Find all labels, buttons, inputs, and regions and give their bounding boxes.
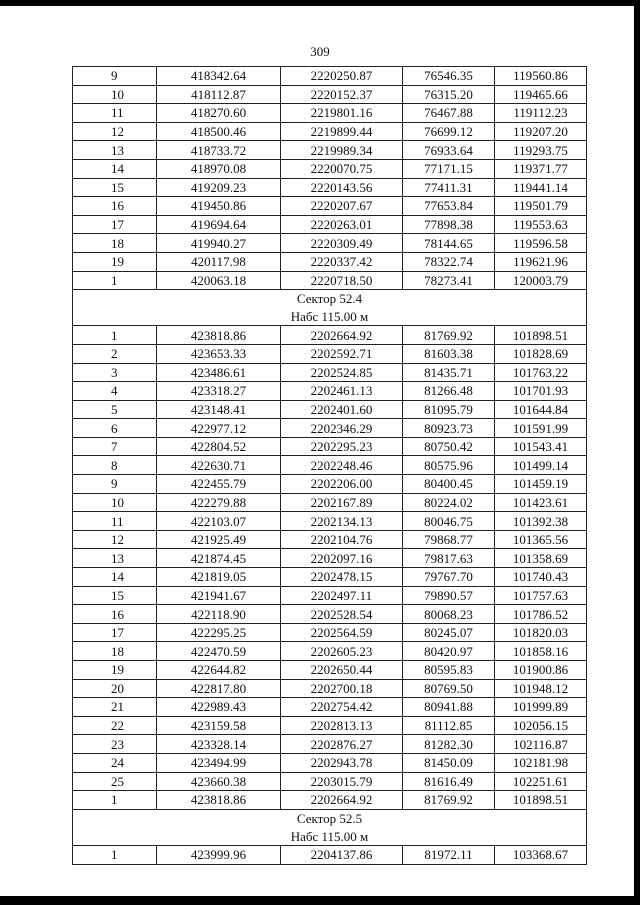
x-coordinate-cell: 422977.12: [157, 419, 281, 438]
local-y-cell: 101900.86: [495, 661, 587, 680]
coordinates-table: [72, 66, 587, 865]
y-coordinate-cell: 2202206.00: [281, 475, 403, 494]
local-y-cell: 119621.96: [495, 252, 587, 271]
x-coordinate-cell: 422989.43: [157, 698, 281, 717]
sector-header-row: [73, 290, 587, 308]
table-row: [73, 178, 587, 197]
table-row: [73, 753, 587, 772]
table-row: [73, 85, 587, 104]
point-number-cell: 8: [73, 456, 157, 475]
local-y-cell: 101499.14: [495, 456, 587, 475]
local-x-cell: 80575.96: [403, 456, 495, 475]
point-number-cell: 4: [73, 382, 157, 401]
x-coordinate-cell: 419694.64: [157, 215, 281, 234]
table-row: [73, 67, 587, 86]
local-x-cell: 81435.71: [403, 363, 495, 382]
local-y-cell: 101644.84: [495, 400, 587, 419]
point-number-cell: 14: [73, 568, 157, 587]
scan-border-bottom: [0, 896, 640, 905]
table-row: [73, 512, 587, 531]
local-x-cell: 80224.02: [403, 493, 495, 512]
y-coordinate-cell: 2202097.16: [281, 549, 403, 568]
local-y-cell: 101763.22: [495, 363, 587, 382]
point-number-cell: 9: [73, 67, 157, 86]
local-y-cell: 101828.69: [495, 344, 587, 363]
x-coordinate-cell: 422817.80: [157, 679, 281, 698]
y-coordinate-cell: 2220718.50: [281, 271, 403, 290]
y-coordinate-cell: 2204137.86: [281, 845, 403, 864]
local-x-cell: 80595.83: [403, 661, 495, 680]
y-coordinate-cell: 2202478.15: [281, 568, 403, 587]
point-number-cell: 6: [73, 419, 157, 438]
x-coordinate-cell: 418733.72: [157, 141, 281, 160]
y-coordinate-cell: 2202650.44: [281, 661, 403, 680]
point-number-cell: 15: [73, 586, 157, 605]
local-x-cell: 80750.42: [403, 437, 495, 456]
local-y-cell: 119293.75: [495, 141, 587, 160]
y-coordinate-cell: 2220250.87: [281, 67, 403, 86]
local-y-cell: 101358.69: [495, 549, 587, 568]
x-coordinate-cell: 423486.61: [157, 363, 281, 382]
local-y-cell: 119560.86: [495, 67, 587, 86]
local-y-cell: 119371.77: [495, 159, 587, 178]
y-coordinate-cell: 2202524.85: [281, 363, 403, 382]
x-coordinate-cell: 422470.59: [157, 642, 281, 661]
table-row: [73, 437, 587, 456]
y-coordinate-cell: 2202346.29: [281, 419, 403, 438]
table-row: [73, 104, 587, 123]
point-number-cell: 22: [73, 716, 157, 735]
point-number-cell: 1: [73, 791, 157, 810]
sector-title: Сектор 52.4: [73, 290, 587, 308]
y-coordinate-cell: 2202461.13: [281, 382, 403, 401]
local-y-cell: 102056.15: [495, 716, 587, 735]
point-number-cell: 9: [73, 475, 157, 494]
point-number-cell: 16: [73, 197, 157, 216]
table-row: [73, 234, 587, 253]
y-coordinate-cell: 2202664.92: [281, 791, 403, 810]
x-coordinate-cell: 418500.46: [157, 122, 281, 141]
local-y-cell: 101820.03: [495, 623, 587, 642]
local-x-cell: 80245.07: [403, 623, 495, 642]
sector-title: Сектор 52.5: [73, 809, 587, 827]
point-number-cell: 11: [73, 512, 157, 531]
point-number-cell: 12: [73, 122, 157, 141]
table-row: [73, 122, 587, 141]
local-x-cell: 81282.30: [403, 735, 495, 754]
x-coordinate-cell: 422118.90: [157, 605, 281, 624]
coordinates-table-body: [73, 67, 587, 865]
point-number-cell: 19: [73, 252, 157, 271]
table-row: [73, 475, 587, 494]
table-row: [73, 549, 587, 568]
local-y-cell: 102116.87: [495, 735, 587, 754]
x-coordinate-cell: 421819.05: [157, 568, 281, 587]
local-x-cell: 81266.48: [403, 382, 495, 401]
local-x-cell: 76467.88: [403, 104, 495, 123]
local-y-cell: 101459.19: [495, 475, 587, 494]
scan-border-right: [634, 0, 640, 905]
y-coordinate-cell: 2202754.42: [281, 698, 403, 717]
local-x-cell: 77898.38: [403, 215, 495, 234]
x-coordinate-cell: 421925.49: [157, 530, 281, 549]
local-x-cell: 78322.74: [403, 252, 495, 271]
table-row: [73, 382, 587, 401]
y-coordinate-cell: 2202700.18: [281, 679, 403, 698]
y-coordinate-cell: 2219989.34: [281, 141, 403, 160]
local-y-cell: 101423.61: [495, 493, 587, 512]
local-y-cell: 101365.56: [495, 530, 587, 549]
table-row: [73, 735, 587, 754]
x-coordinate-cell: 423148.41: [157, 400, 281, 419]
table-row: [73, 845, 587, 864]
page-number: 309: [310, 44, 330, 59]
x-coordinate-cell: 422644.82: [157, 661, 281, 680]
local-y-cell: 119553.63: [495, 215, 587, 234]
x-coordinate-cell: 423999.96: [157, 845, 281, 864]
local-y-cell: 101999.89: [495, 698, 587, 717]
point-number-cell: 18: [73, 234, 157, 253]
x-coordinate-cell: 418342.64: [157, 67, 281, 86]
x-coordinate-cell: 423494.99: [157, 753, 281, 772]
x-coordinate-cell: 423653.33: [157, 344, 281, 363]
local-x-cell: 81616.49: [403, 772, 495, 791]
table-row: [73, 568, 587, 587]
x-coordinate-cell: 422295.25: [157, 623, 281, 642]
local-y-cell: 101786.52: [495, 605, 587, 624]
local-x-cell: 80068.23: [403, 605, 495, 624]
local-y-cell: 119112.23: [495, 104, 587, 123]
local-x-cell: 80420.97: [403, 642, 495, 661]
local-y-cell: 101898.51: [495, 326, 587, 345]
y-coordinate-cell: 2202497.11: [281, 586, 403, 605]
y-coordinate-cell: 2220143.56: [281, 178, 403, 197]
point-number-cell: 3: [73, 363, 157, 382]
local-x-cell: 81603.38: [403, 344, 495, 363]
point-number-cell: 17: [73, 215, 157, 234]
y-coordinate-cell: 2202605.23: [281, 642, 403, 661]
y-coordinate-cell: 2220263.01: [281, 215, 403, 234]
table-row: [73, 716, 587, 735]
x-coordinate-cell: 423818.86: [157, 791, 281, 810]
point-number-cell: 14: [73, 159, 157, 178]
local-y-cell: 119465.66: [495, 85, 587, 104]
y-coordinate-cell: 2202564.59: [281, 623, 403, 642]
table-row: [73, 698, 587, 717]
point-number-cell: 24: [73, 753, 157, 772]
local-y-cell: 119596.58: [495, 234, 587, 253]
table-row: [73, 456, 587, 475]
x-coordinate-cell: 418112.87: [157, 85, 281, 104]
x-coordinate-cell: 418270.60: [157, 104, 281, 123]
local-x-cell: 76315.20: [403, 85, 495, 104]
point-number-cell: 1: [73, 271, 157, 290]
sector-header-row: [73, 827, 587, 845]
point-number-cell: 12: [73, 530, 157, 549]
local-x-cell: 78273.41: [403, 271, 495, 290]
local-x-cell: 81769.92: [403, 326, 495, 345]
point-number-cell: 25: [73, 772, 157, 791]
local-x-cell: 81112.85: [403, 716, 495, 735]
table-row: [73, 586, 587, 605]
local-x-cell: 79868.77: [403, 530, 495, 549]
point-number-cell: 16: [73, 605, 157, 624]
local-y-cell: 119501.79: [495, 197, 587, 216]
y-coordinate-cell: 2220337.42: [281, 252, 403, 271]
table-row: [73, 623, 587, 642]
point-number-cell: 1: [73, 326, 157, 345]
local-y-cell: 119207.20: [495, 122, 587, 141]
point-number-cell: 7: [73, 437, 157, 456]
sector-height: Набс 115.00 м: [73, 308, 587, 326]
x-coordinate-cell: 422630.71: [157, 456, 281, 475]
x-coordinate-cell: 423318.27: [157, 382, 281, 401]
local-x-cell: 80046.75: [403, 512, 495, 531]
local-x-cell: 77411.31: [403, 178, 495, 197]
x-coordinate-cell: 418970.08: [157, 159, 281, 178]
point-number-cell: 1: [73, 845, 157, 864]
point-number-cell: 23: [73, 735, 157, 754]
table-row: [73, 419, 587, 438]
table-row: [73, 493, 587, 512]
sector-header-row: [73, 809, 587, 827]
local-y-cell: 101392.38: [495, 512, 587, 531]
x-coordinate-cell: 421941.67: [157, 586, 281, 605]
table-row: [73, 344, 587, 363]
table-row: [73, 791, 587, 810]
local-x-cell: 80769.50: [403, 679, 495, 698]
point-number-cell: 13: [73, 549, 157, 568]
y-coordinate-cell: 2202943.78: [281, 753, 403, 772]
local-x-cell: 76699.12: [403, 122, 495, 141]
point-number-cell: 2: [73, 344, 157, 363]
x-coordinate-cell: 422103.07: [157, 512, 281, 531]
local-y-cell: 101948.12: [495, 679, 587, 698]
local-y-cell: 101858.16: [495, 642, 587, 661]
local-y-cell: 101757.63: [495, 586, 587, 605]
point-number-cell: 20: [73, 679, 157, 698]
table-row: [73, 141, 587, 160]
x-coordinate-cell: 420117.98: [157, 252, 281, 271]
y-coordinate-cell: 2202592.71: [281, 344, 403, 363]
y-coordinate-cell: 2220070.75: [281, 159, 403, 178]
scan-border-top: [0, 0, 640, 6]
point-number-cell: 18: [73, 642, 157, 661]
x-coordinate-cell: 423818.86: [157, 326, 281, 345]
table-row: [73, 772, 587, 791]
y-coordinate-cell: 2220152.37: [281, 85, 403, 104]
table-row: [73, 661, 587, 680]
local-y-cell: 101701.93: [495, 382, 587, 401]
y-coordinate-cell: 2202248.46: [281, 456, 403, 475]
local-y-cell: 101591.99: [495, 419, 587, 438]
table-row: [73, 159, 587, 178]
local-x-cell: 79817.63: [403, 549, 495, 568]
x-coordinate-cell: 420063.18: [157, 271, 281, 290]
local-y-cell: 119441.14: [495, 178, 587, 197]
y-coordinate-cell: 2202528.54: [281, 605, 403, 624]
table-row: [73, 271, 587, 290]
x-coordinate-cell: 423159.58: [157, 716, 281, 735]
local-x-cell: 76933.64: [403, 141, 495, 160]
x-coordinate-cell: 419209.23: [157, 178, 281, 197]
y-coordinate-cell: 2220207.67: [281, 197, 403, 216]
point-number-cell: 10: [73, 493, 157, 512]
y-coordinate-cell: 2202295.23: [281, 437, 403, 456]
point-number-cell: 13: [73, 141, 157, 160]
x-coordinate-cell: 422279.88: [157, 493, 281, 512]
table-row: [73, 642, 587, 661]
x-coordinate-cell: 419450.86: [157, 197, 281, 216]
y-coordinate-cell: 2219899.44: [281, 122, 403, 141]
point-number-cell: 21: [73, 698, 157, 717]
local-x-cell: 81450.09: [403, 753, 495, 772]
local-y-cell: 101898.51: [495, 791, 587, 810]
local-x-cell: 76546.35: [403, 67, 495, 86]
local-y-cell: 103368.67: [495, 845, 587, 864]
local-x-cell: 77653.84: [403, 197, 495, 216]
x-coordinate-cell: 423328.14: [157, 735, 281, 754]
local-x-cell: 80400.45: [403, 475, 495, 494]
point-number-cell: 11: [73, 104, 157, 123]
table-row: [73, 679, 587, 698]
local-y-cell: 120003.79: [495, 271, 587, 290]
table-row: [73, 197, 587, 216]
table-row: [73, 605, 587, 624]
y-coordinate-cell: 2202104.76: [281, 530, 403, 549]
local-x-cell: 78144.65: [403, 234, 495, 253]
point-number-cell: 10: [73, 85, 157, 104]
sector-height: Набс 115.00 м: [73, 827, 587, 845]
local-x-cell: 77171.15: [403, 159, 495, 178]
table-row: [73, 326, 587, 345]
table-row: [73, 363, 587, 382]
y-coordinate-cell: 2220309.49: [281, 234, 403, 253]
table-row: [73, 530, 587, 549]
x-coordinate-cell: 419940.27: [157, 234, 281, 253]
local-y-cell: 101543.41: [495, 437, 587, 456]
table-row: [73, 252, 587, 271]
table-row: [73, 400, 587, 419]
local-x-cell: 80941.88: [403, 698, 495, 717]
y-coordinate-cell: 2202401.60: [281, 400, 403, 419]
local-x-cell: 81095.79: [403, 400, 495, 419]
y-coordinate-cell: 2202167.89: [281, 493, 403, 512]
local-y-cell: 101740.43: [495, 568, 587, 587]
y-coordinate-cell: 2203015.79: [281, 772, 403, 791]
y-coordinate-cell: 2219801.16: [281, 104, 403, 123]
y-coordinate-cell: 2202813.13: [281, 716, 403, 735]
x-coordinate-cell: 421874.45: [157, 549, 281, 568]
local-y-cell: 102181.98: [495, 753, 587, 772]
local-x-cell: 81769.92: [403, 791, 495, 810]
local-x-cell: 80923.73: [403, 419, 495, 438]
table-row: [73, 215, 587, 234]
x-coordinate-cell: 422804.52: [157, 437, 281, 456]
y-coordinate-cell: 2202134.13: [281, 512, 403, 531]
point-number-cell: 19: [73, 661, 157, 680]
x-coordinate-cell: 423660.38: [157, 772, 281, 791]
local-y-cell: 102251.61: [495, 772, 587, 791]
point-number-cell: 5: [73, 400, 157, 419]
local-x-cell: 79890.57: [403, 586, 495, 605]
local-x-cell: 79767.70: [403, 568, 495, 587]
y-coordinate-cell: 2202876.27: [281, 735, 403, 754]
local-x-cell: 81972.11: [403, 845, 495, 864]
point-number-cell: 17: [73, 623, 157, 642]
point-number-cell: 15: [73, 178, 157, 197]
y-coordinate-cell: 2202664.92: [281, 326, 403, 345]
sector-header-row: [73, 308, 587, 326]
x-coordinate-cell: 422455.79: [157, 475, 281, 494]
